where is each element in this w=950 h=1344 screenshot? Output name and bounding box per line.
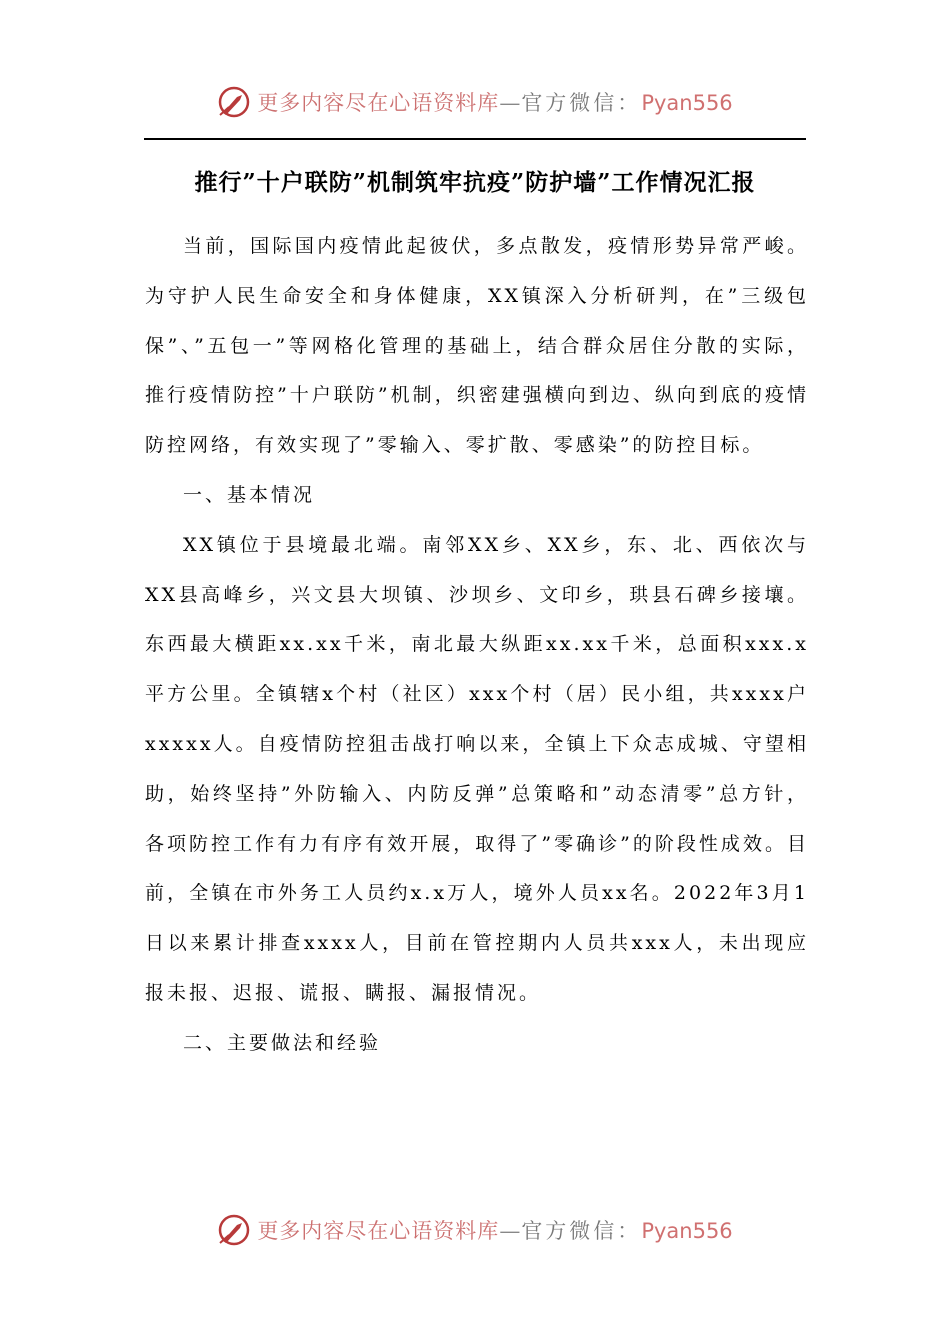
- section-heading-2: 二、主要做法和经验: [183, 1031, 382, 1054]
- banner-text: [257, 87, 732, 117]
- footer-banner: [0, 1208, 950, 1252]
- header-banner: [0, 80, 950, 124]
- banner-wechat-id: Pyan556: [641, 91, 733, 115]
- banner-wechat-id: Pyan556: [641, 1219, 733, 1243]
- banner-wechat-label: 官方微信：: [521, 1219, 642, 1243]
- banner-site: 更多内容尽在心语资料库: [257, 91, 500, 115]
- document-title: 推行”十户联防”机制筑牢抗疫”防护墙”工作情况汇报: [194, 169, 756, 196]
- banner-wechat-label: 官方微信：: [521, 91, 642, 115]
- banner-site: 更多内容尽在心语资料库: [257, 1219, 500, 1243]
- paragraph-intro: 当前，国际国内疫情此起彼伏，多点散发，疫情形势异常严峻。为守护人民生命安全和身体健康，XX镇深入分析研判，在”三级包保”、”五包一”等网格化管理的基础上，结合群众居住分散的实际，推行疫情防控”十户联防”机制，织密建强横向到边、纵向到底的疫情防控网络，有效实现了”零输入、零扩散、零感染”的防控目标。: [145, 235, 809, 457]
- header-divider: [144, 138, 806, 140]
- pen-nib-circle-icon: [217, 85, 251, 119]
- document-body: [145, 222, 809, 1069]
- paragraph-basic-situation: XX镇位于县境最北端。南邻XX乡、XX乡，东、北、西依次与XX县高峰乡，兴文县大坝镇、沙坝乡、文印乡，珙县石碑乡接壤。东西最大横距xx.xx千米，南北最大纵距xx.xx千米，总面积xxx.x平方公里。全镇辖x个村（社区）xxx个村（居）民小组，共xxxx户xxxxx人。自疫情防控狙击战打响以来，全镇上下众志成城、守望相助，始终坚持”外防输入、内防反弹”总策略和”动态清零”总方针，各项防控工作有力有序有效开展，取得了”零确诊”的阶段性成效。目前，全镇在市外务工人员约x.x万人，境外人员xx名。2022年3月1日以来累计排查xxxx人，目前在管控期内人员共xxx人，未出现应报未报、迟报、谎报、瞒报、漏报情况。: [145, 533, 809, 1004]
- banner-separator: —: [499, 91, 522, 115]
- banner-separator: —: [499, 1219, 522, 1243]
- section-heading-1: 一、基本情况: [183, 483, 316, 506]
- pen-nib-circle-icon: [217, 1213, 251, 1247]
- banner-text: [257, 1215, 732, 1245]
